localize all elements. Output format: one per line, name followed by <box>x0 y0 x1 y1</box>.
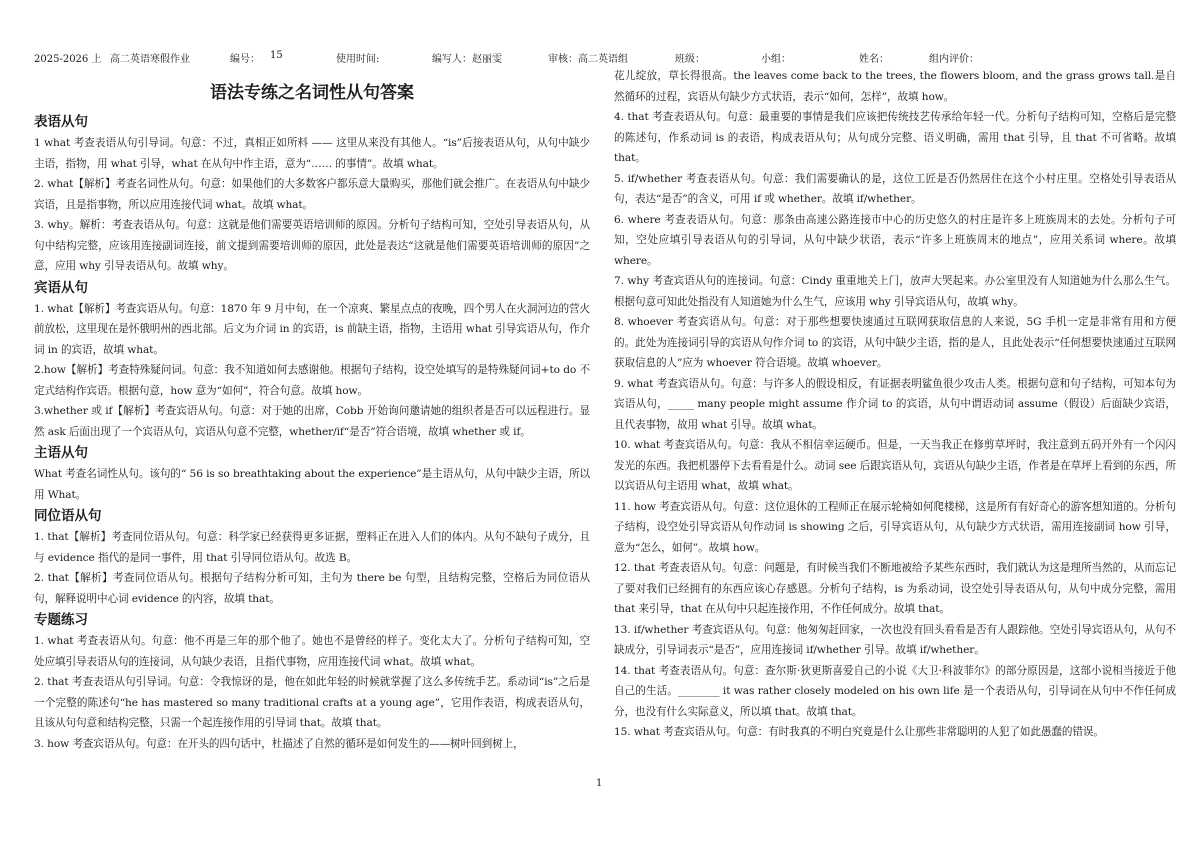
answer-paragraph: 2. what【解析】考查名词性从句。句意：如果他们的大多数客户都乐意大量购买，那他们就会推广。在表语从句中缺少宾语，且是指事物，所以应用连接代词 what。故填 what。 <box>34 178 590 211</box>
answer-paragraph: 1. that【解析】考查同位语从句。句意：科学家已经获得更多证据，塑料正在进入人们的体内。从句不缺句子成分，且与 evidence 指代的是同一事件，用 that 引导同位语从句。故选 B。 <box>34 531 590 564</box>
answer-paragraph: 12. that 考查表语从句。句意：问题是，有时候当我们不断地被给予某些东西时，我们就认为这是理所当然的，从而忘记了要对我们已经拥有的东西应该心存感恩。分析句子结构，is 为系动词，设空处引导表语从句，从句中成分完整，需用 that 来引导，that 在从句中只起连接作用，不作任何成分。故填 that。 <box>614 562 1176 615</box>
header-title: 高二英语寒假作业 <box>110 54 190 65</box>
document-title: 语法专练之名词性从句答案 <box>210 83 414 103</box>
answer-paragraph: 6. where 考查表语从句。句意：那条由高速公路连接市中心的历史悠久的村庄是许多上班族周末的去处。分析句子可知，空处应填引导表语从句的引导词，从句中缺少状语，表示“许多上班族周末的地点”，应用关系词 where。故填 where。 <box>614 213 1176 267</box>
left-column <box>34 66 590 754</box>
header-number-label: 编号： <box>230 54 260 65</box>
section-heading: 同位语从句 <box>34 508 102 524</box>
answer-paragraph: 9. what 考查宾语从句。句意：与许多人的假设相反，有证据表明鲨鱼很少攻击人类。根据句意和句子结构，可知本句为宾语从句，_____ many people might assume 作介词 to 的宾语，从句中谓语动词 assume（假设）后面缺少宾语，且代表事物，故用 what 引导。故填 what。 <box>614 377 1176 431</box>
answer-paragraph: 13. if/whether 考查宾语从句。句意：他匆匆赶回家，一次也没有回头看看是否有人跟踪他。空处引导宾语从句，从句不缺成分，引导词表示“是否”，应用连接词 if/whether 引导。故填 if/whether。 <box>614 623 1176 656</box>
left-column-body <box>34 111 590 754</box>
answer-paragraph: 3.whether 或 if【解析】考查宾语从句。句意：对于她的出席，Cobb 开始询问邀请她的组织者是否可以远程进行。显然 ask 后面出现了一个宾语从句，宾语从句意不完整，whether/if“是否”符合语境，故填 whether 或 if。 <box>34 405 590 438</box>
section-heading: 表语从句 <box>34 114 88 130</box>
header-group: 小组： <box>761 54 791 65</box>
answer-paragraph: 2.how【解析】考查特殊疑问词。句意：我不知道如何去感谢他。根据句子结构，设空处填写的是特殊疑问词+to do 不定式结构作宾语。根据句意，how 意为“如何”，符合句意。故填 how。 <box>34 364 590 397</box>
right-column-body <box>614 66 1176 743</box>
header-author: 编写人：赵丽雯 <box>432 54 502 65</box>
answer-paragraph: 1. what【解析】考查宾语从句。句意：1870 年 9 月中旬，在一个凉爽、繁星点点的夜晚，四个男人在火洞河边的营火前放松，这里现在是怀俄明州的西北部。后文为介词 in 的宾语，is 前缺主语，指物，主语用 what 引导宾语从句，作介词 in 的宾语，故填 what。 <box>34 302 590 356</box>
header-use-time: 使用时间: <box>336 54 380 65</box>
answer-paragraph: 14. that 考查表语从句。句意：查尔斯·狄更斯喜爱自己的小说《大卫·科波菲尔》的部分原因是，这部小说相当接近于他自己的生活。________ it was rather closely modeled on his own life 是一个表语从句，引导词在从句中不作任何成分，也没有什么实际意义，所以填 that。故填 that。 <box>614 664 1176 718</box>
answer-paragraph: 4. that 考查表语从句。句意：最重要的事情是我们应该把传统技艺传承给年轻一代。分析句子结构可知，空格后是完整的陈述句，作系动词 is 的表语，构成表语从句；从句成分完整、语义明确，需用 that 引导，且 that 不可省略。故填 that。 <box>614 111 1176 164</box>
answer-paragraph: 3. how 考查宾语从句。句意：在开头的四句话中，杜描述了自然的循环是如何发生的——树叶回到树上， <box>34 737 524 750</box>
answer-paragraph: 1 what 考查表语从句引导词。句意：不过，真相正如所料 —— 这里从来没有其他人。“is”后接表语从句，从句中缺少主语，指物，用 what 引导，what 在从句中作主语，意为“…… 的事情”。故填 what。 <box>34 137 590 170</box>
section-heading: 宾语从句 <box>34 279 88 296</box>
answer-paragraph: 7. why 考查宾语从句的连接词。句意：Cindy 重重地关上门，放声大哭起来。办公室里没有人知道她为什么那么生气。根据句意可知此处指没有人知道她为什么生气，应该用 why 引导宾语从句，故填 why。 <box>614 275 1176 308</box>
answer-paragraph: 10. what 考查宾语从句。句意：我从不相信幸运硬币。但是，一天当我正在修剪草坪时，我注意到五码开外有一个闪闪发光的东西。我把机器停下去看看是什么。动词 see 后跟宾语从句，宾语从句缺少主语，作者是在草坪上看到的东西，所以宾语从句主语用 what，故填 what。 <box>614 439 1176 492</box>
answer-paragraph: What 考查名词性从句。该句的“ 56 is so breathtaking about the experience”是主语从句，从句中缺少主语，所以用 What。 <box>34 468 590 501</box>
header-class: 班级： <box>675 54 705 65</box>
answer-paragraph: 8. whoever 考查宾语从句。句意：对于那些想要快速通过互联网获取信息的人来说，5G 手机一定是非常有用和方便的。此处为连接词引导的宾语从句作介词 to 的宾语，从句中缺少主语，指的是人，且此处表示“任何想要快速通过互联网获取信息的人”应为 whoever 符合语境。故填 whoever。 <box>614 316 1176 369</box>
document-header <box>34 50 1174 66</box>
header-year: 2025-2026 上 <box>34 54 102 65</box>
answer-paragraph: 花儿绽放，草长得很高。the leaves come back to the trees, the flowers bloom, and the grass grows tall.是自然循环的过程，宾语从句缺少方式状语，表示“如何，怎样”，故填 how。 <box>614 70 1176 103</box>
answer-paragraph: 2. that【解析】考查同位语从句。根据句子结构分析可知，主句为 there be 句型，且结构完整，空格后为同位语从句，解释说明中心词 evidence 的内容，故填 that。 <box>34 572 590 605</box>
header-name: 姓名： <box>859 54 889 65</box>
answer-paragraph: 11. how 考查宾语从句。句意：这位退休的工程师正在展示轮椅如何爬楼梯，这是所有有好奇心的游客想知道的。分析句子结构，设空处引导宾语从句作动词 is showing 之后，引导宾语从句，从句缺少方式状语，需用连接副词 how 引导，意为“怎么，如何”。故填 how。 <box>614 500 1176 554</box>
answer-paragraph: 5. if/whether 考查表语从句。句意：我们需要确认的是，这位工匠是否仍然居住在这个小村庄里。空格处引导表语从句，表达“是否”的含义，可用 if 或 whether。故填 if/whether。 <box>614 172 1176 205</box>
header-number-value: 15 <box>270 50 283 61</box>
page-number: 1 <box>596 778 603 789</box>
right-column <box>614 66 1176 743</box>
answer-paragraph: 15. what 考查宾语从句。句意：有时我真的不明白究竟是什么让那些非常聪明的人犯了如此愚蠢的错误。 <box>614 726 1104 738</box>
answer-paragraph: 2. that 考查表语从句引导词。句意：令我惊讶的是，他在如此年轻的时候就掌握了这么多传统手艺。系动词“is”之后是一个完整的陈述句“he has mastered so many traditional crafts at a young age”，它用作表语，构成表语从句，且该从句句意和结构完整，只需一个起连接作用的引导词 that。故填 that。 <box>34 676 590 729</box>
answer-paragraph: 3. why。解析：考查表语从句。句意：这就是他们需要英语培训师的原因。分析句子结构可知，空处引导表语从句，从句中结构完整，应该用连接副词连接，前文提到需要培训师的原因，此处是表达“这就是他们需要英语培训师的原因”之意，应用 why 引导表语从句。故填 why。 <box>34 219 590 272</box>
header-reviewer: 审核：高二英语组 <box>548 54 628 65</box>
header-evaluation: 组内评价： <box>929 54 979 65</box>
section-heading: 专题练习 <box>34 612 88 628</box>
section-heading: 主语从句 <box>34 445 88 461</box>
answer-paragraph: 1. what 考查表语从句。句意：他不再是三年的那个他了。她也不是曾经的样子。变化太大了。分析句子结构可知，空处应填引导表语从句的连接词，从句缺少表语，且指代事物，应用连接代词 what。故填 what。 <box>34 635 590 668</box>
